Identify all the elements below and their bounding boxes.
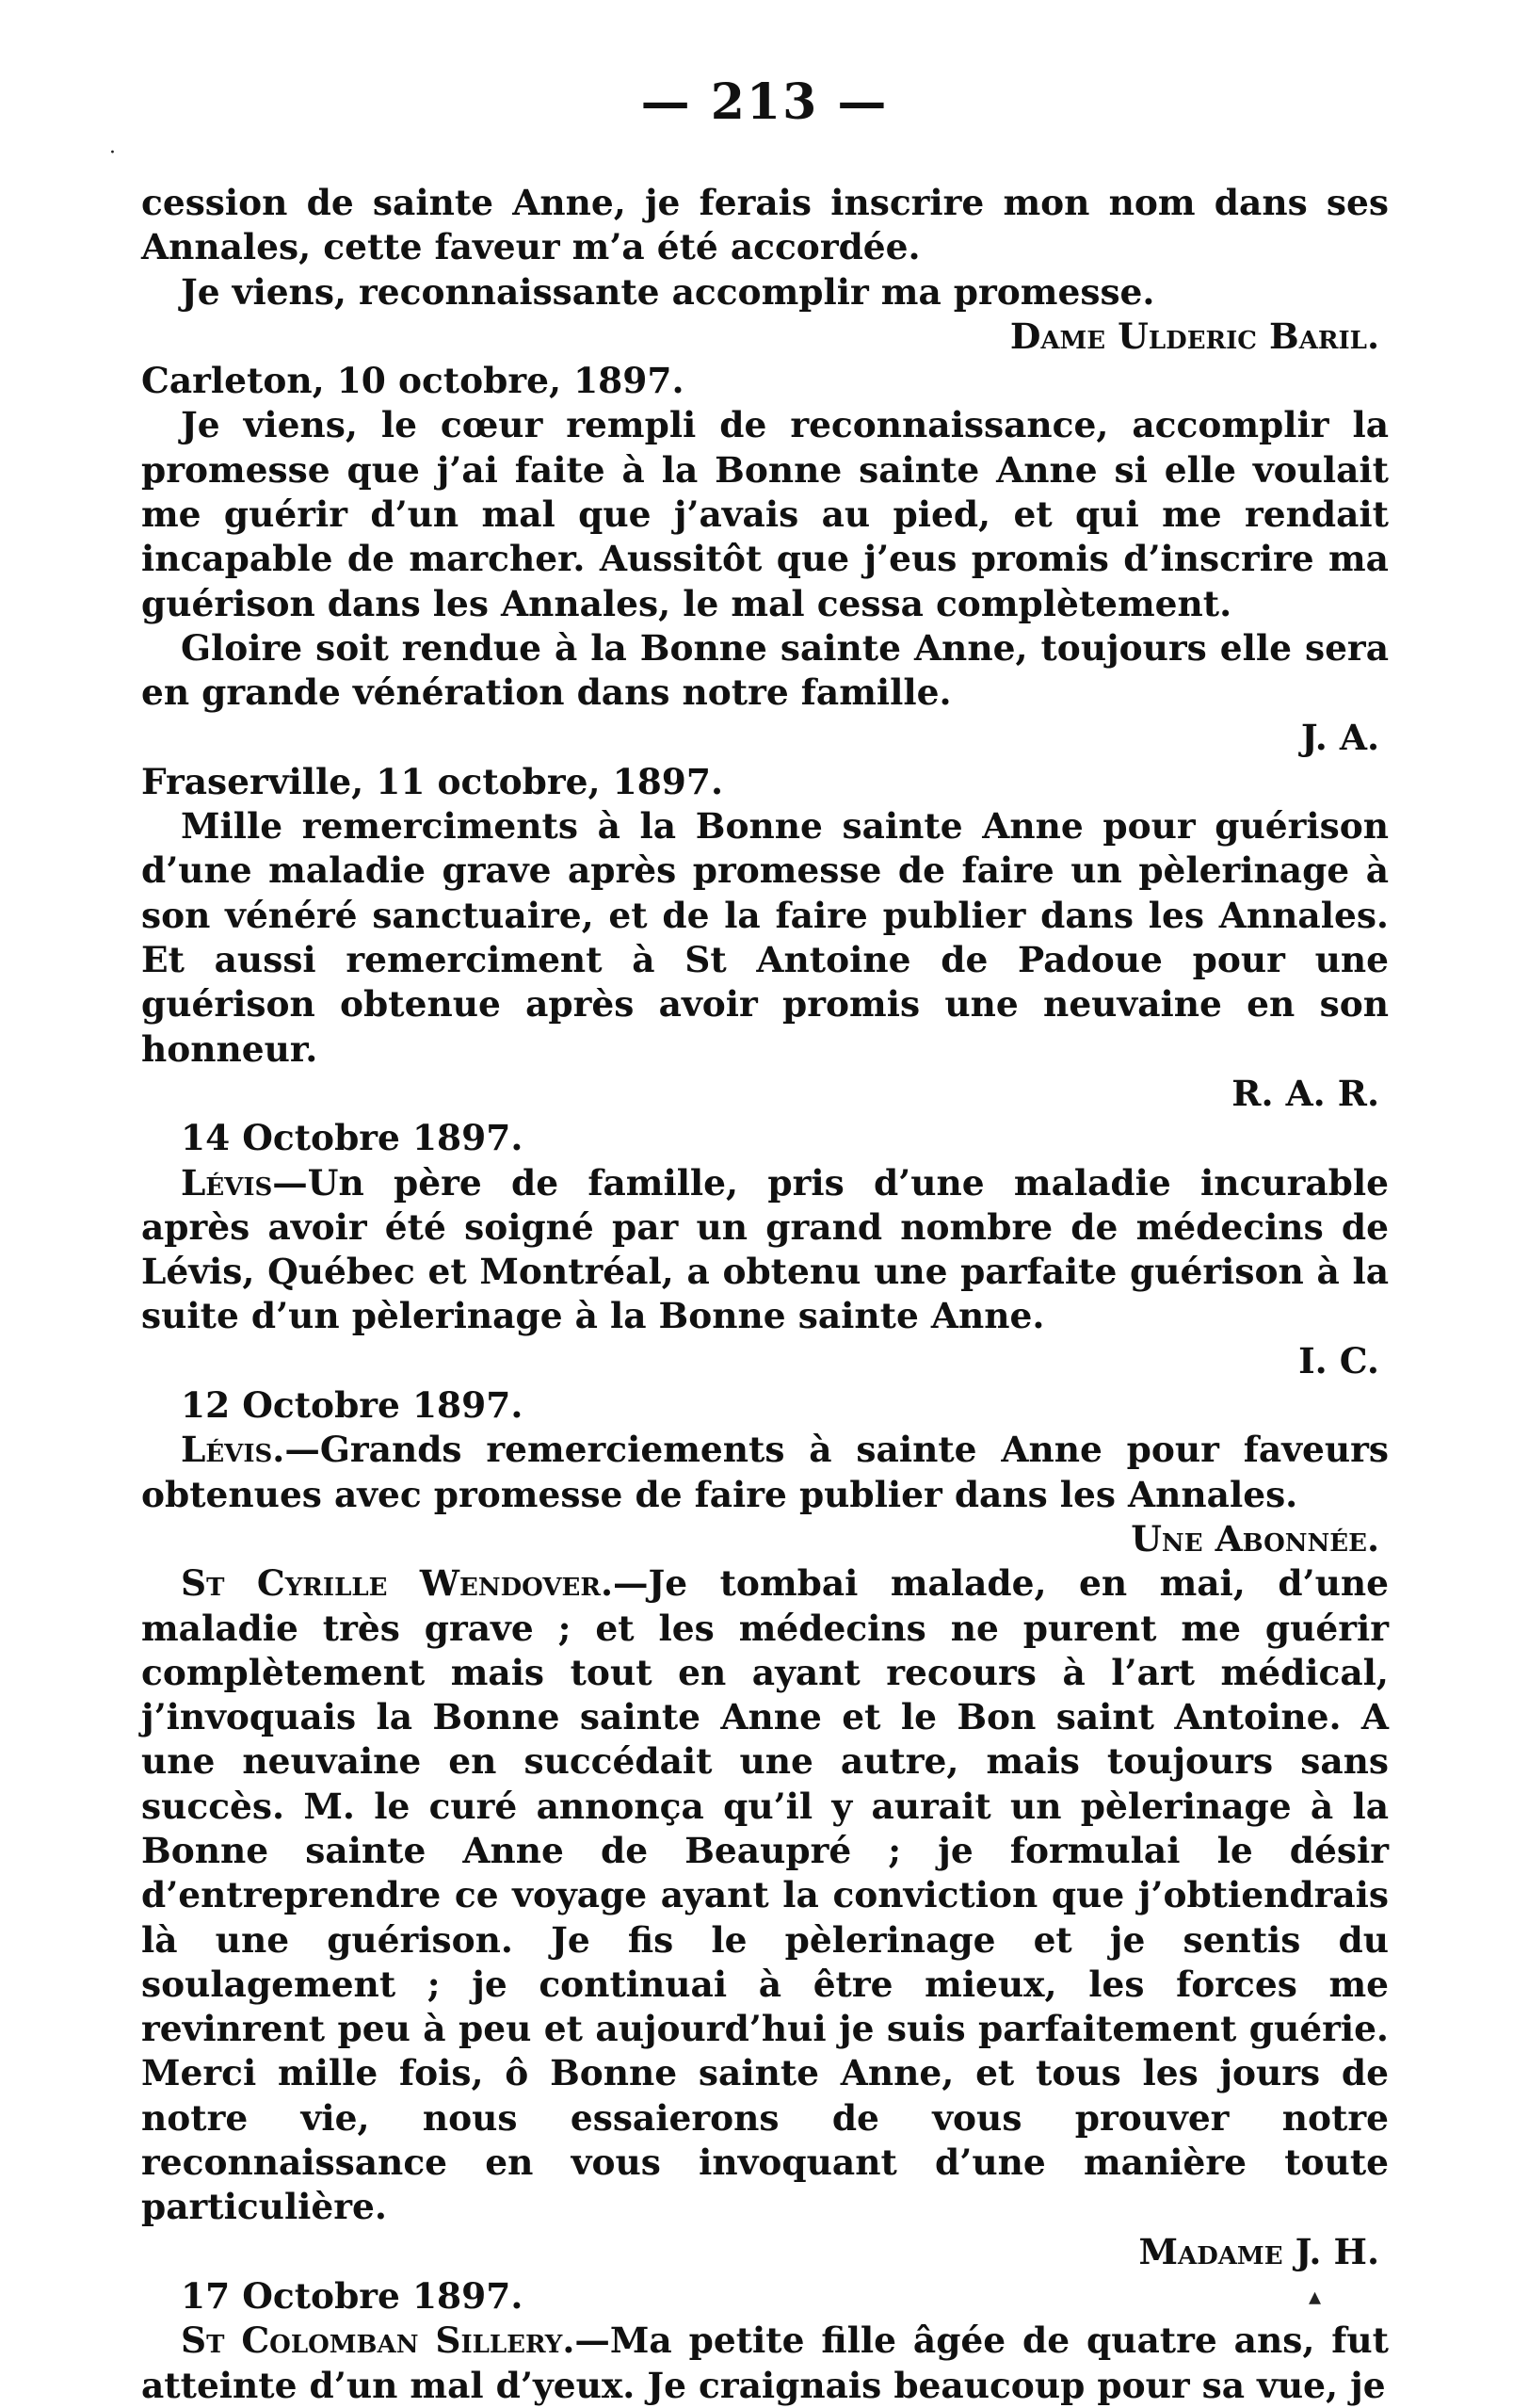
signature: Madame J. H. <box>1138 2230 1379 2272</box>
dateline: 12 Octobre 1897. <box>181 1384 523 1427</box>
dateline: 14 Octobre 1897. <box>181 1117 523 1159</box>
paragraph <box>141 1428 1389 1517</box>
dateline: Carleton, 10 octobre, 1897. <box>141 360 684 402</box>
paragraph <box>141 2319 1389 2408</box>
signature: Dame Ulderic Baril. <box>1009 315 1379 357</box>
paragraph-text: —Je tombai malade, en mai, d’une maladie très grave ; et les médecins ne purent me guérir complètement mais tout en ayant recours à l’art médical, j’invoquais la Bonne sainte Anne et le Bon saint Antoine. A une neuvaine en succédait une autre, mais toujours sans succès. M. le curé annonça qu’il y aurait un pèlerinage à la Bonne sainte Anne de Beaupré ; je formulai le désir d’entreprendre ce voyage ayant la conviction que j’obtiendrais là une guérison. Je fis le pèlerinage et je sentis du soulagement ; je continuai à être mieux, les forces me revinrent peu à peu et aujourd’hui je suis parfaitement guérie. Merci mille fois, ô Bonne sainte Anne, et tous les jours de notre vie, nous essaierons de vous prouver notre reconnaissance en vous invoquant d’une manière toute particulière. <box>141 1562 1389 2228</box>
place-name: St Cyrille Wendover. <box>181 1562 614 1605</box>
paragraph: Gloire soit rendue à la Bonne sainte Anne, toujours elle sera en grande vénération dans notre famille. <box>141 626 1389 714</box>
paragraph: Je viens, le cœur rempli de reconnaissance, accomplir la promesse que j’ai faite à la Bonne sainte Anne si elle voulait me guérir d’un mal que j’avais au pied, et qui me rendait incapable de marcher. Aussitôt que j’eus promis d’inscrire ma guérison dans les Annales, le mal cessa complètement. <box>141 404 1389 624</box>
place-name: St Colomban Sillery. <box>181 2319 575 2362</box>
dateline: 17 Octobre 1897. <box>181 2274 523 2317</box>
speck-mark: ▴ <box>1309 2283 1322 2311</box>
paragraph-text: —Ma petite fille âgée de quatre ans, fut atteinte d’un mal d’yeux. Je craignais beaucoup pour sa vue, je <box>141 2319 1389 2406</box>
signature: Une Abonnée. <box>1131 1517 1379 1560</box>
signature: R. A. R. <box>1231 1072 1379 1114</box>
place-name: Lévis <box>181 1161 273 1204</box>
paragraph-text: —Un père de famille, pris d’une maladie incurable après avoir été soigné par un grand nombre de médecins de Lévis, Québec et Montréal, a obtenu une parfaite guérison à la suite d’un pèlerinage à la Bonne sainte Anne. <box>141 1161 1389 1337</box>
place-name: Lévis. <box>181 1429 285 1471</box>
paragraph <box>141 1161 1389 1339</box>
speck-mark: · <box>109 141 116 165</box>
signature: I. C. <box>1298 1339 1379 1382</box>
paragraph-text: —Grands remerciements à sainte Anne pour faveurs obtenues avec promesse de faire publier dans les Annales. <box>141 1429 1389 1515</box>
page-number: — 213 — <box>640 73 889 131</box>
body-text <box>141 181 1389 2408</box>
signature: J. A. <box>1300 716 1379 758</box>
paragraph <box>141 1561 1389 2229</box>
paragraph: Mille remerciments à la Bonne sainte Anne pour guérison d’une maladie grave après promesse de faire un pèlerinage à son vénéré sanctuaire, et de la faire publier dans les Annales. Et aussi remerciment à St Antoine de Padoue pour une guérison obtenue après avoir promis une neuvaine en son honneur. <box>141 805 1389 1070</box>
paragraph: Je viens, reconnaissante accomplir ma promesse. <box>181 270 1155 313</box>
dateline: Fraserville, 11 octobre, 1897. <box>141 760 724 802</box>
paragraph: cession de sainte Anne, je ferais inscrire mon nom dans ses Annales, cette faveur m’a été accordée. <box>141 182 1389 268</box>
